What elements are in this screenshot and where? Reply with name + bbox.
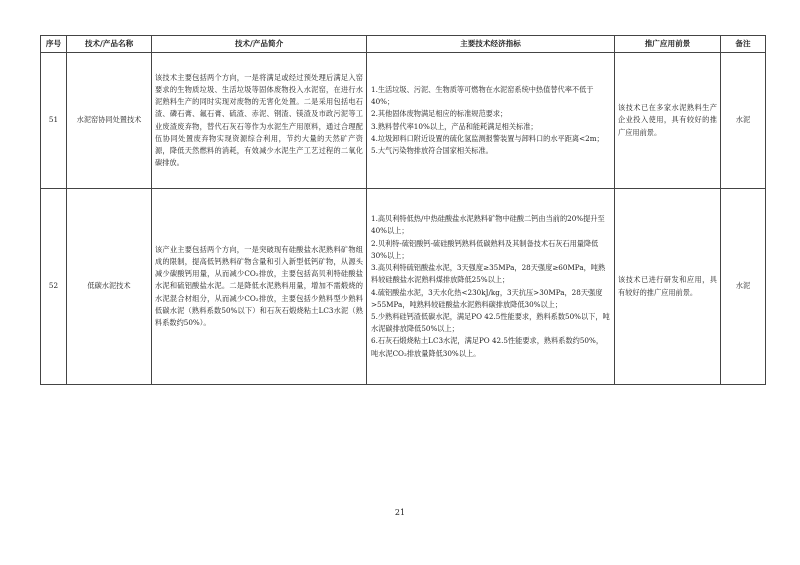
indicator-item: 2.其他固体废物满足相应的标准规范要求；	[371, 109, 508, 119]
indicator-item: 6.石灰石煅烧粘土LC3水泥，满足PO 42.5性能要求，熟料系数约50%，吨水泥CO₂排放量降低30%以上。	[371, 336, 604, 358]
row-serial: 51	[41, 53, 67, 189]
indicator-item: 1.高贝利特低热/中热硅酸盐水泥熟料矿物中硅酸二钙由当前的20%提升至40%以上；	[371, 214, 605, 236]
row-intro: 该技术主要包括两个方向，一是将满足或经过预处理后满足入窑要求的生物质垃圾、生活垃圾等固体废物投入水泥窑，在进行水泥熟料生产的同时实现对废物的无害化处置。二是采用包括电石渣、磷石膏、氟石膏、硫渣、赤泥、钢渣、镁渣及市政污泥等工业废渣废弃物，替代石灰石等作为水泥生产用原料，通过合理配伍协同处置废弃物实现资源综合利用，节约大量的天然矿产资源，降低天然燃料的消耗，有效减少水泥生产工艺过程的二氧化碳排放。	[152, 53, 367, 189]
row-intro: 该产业主要包括两个方向，一是突破现有硅酸盐水泥熟料矿物组成的限制，提高低钙熟料矿物含量和引入新型低钙矿物，从源头减少碳酸钙用量，从而减少CO₂排放，主要包括高贝利特硅酸盐水泥和硫铝酸盐水泥。二是降低水泥熟料用量，增加不需煅烧的水泥混合材组分，从而减少CO₂排放，主要包括少熟料型少熟料低碳水泥（熟料系数50%以下）和石灰石煅烧粘土LC3水泥（熟料系数约50%）。	[152, 189, 367, 385]
technology-table	[40, 35, 766, 385]
row-remark: 水泥	[721, 189, 766, 385]
row-name: 水泥窑协同处置技术	[67, 53, 152, 189]
row-prospect: 该技术已进行研发和应用，具有较好的推广应用前景。	[615, 189, 721, 385]
row-name: 低碳水泥技术	[67, 189, 152, 385]
header-indicators: 主要技术经济指标	[367, 36, 615, 53]
indicator-item: 5.少熟料硅钙渣低碳水泥，满足PO 42.5性能要求，熟料系数50%以下，吨水泥碳排放降低50%以上；	[371, 311, 610, 334]
indicator-item: 3.高贝利特硫铝酸盐水泥，3天强度≥35MPa，28天强度≥60MPa，吨熟料较硅酸盐水泥熟料煤排放降低25%以上；	[371, 263, 606, 285]
header-name: 技术/产品名称	[67, 36, 152, 53]
indicator-item: 4.垃圾卸料口附近设置的硫化氢监测报警装置与卸料口的水平距离<2m；	[371, 133, 604, 143]
indicator-item: 2.贝利特-硫铝酸钙-硫硅酸钙熟料低碳熟料及其制备技术石灰石用量降低30%以上；	[371, 238, 599, 260]
header-serial: 序号	[41, 36, 67, 53]
row-prospect: 该技术已在多家水泥熟料生产企业投入使用，具有较好的推广应用前景。	[615, 53, 721, 189]
row-indicators	[367, 53, 615, 189]
indicator-item: 4.硫铝酸盐水泥，3天水化热<230kJ/kg，3天抗压>30MPa，28天强度>55MPa，吨熟料较硅酸盐水泥熟料碳排放降低30%以上；	[371, 287, 603, 309]
table-row	[41, 53, 766, 189]
table-row	[41, 189, 766, 385]
indicator-item: 5.大气污染物排放符合国家相关标准。	[371, 145, 493, 155]
header-row	[41, 36, 766, 53]
row-serial: 52	[41, 189, 67, 385]
header-prospect: 推广应用前景	[615, 36, 721, 53]
header-intro: 技术/产品简介	[152, 36, 367, 53]
indicator-item: 3.熟料替代率10%以上，产品和能耗满足相关标准；	[371, 121, 538, 131]
indicator-item: 1.生活垃圾、污泥、生物质等可燃物在水泥窑系统中热值替代率不低于40%；	[371, 84, 594, 107]
page-number: 21	[394, 508, 406, 517]
header-remark: 备注	[721, 36, 766, 53]
row-indicators	[367, 189, 615, 385]
row-remark: 水泥	[721, 53, 766, 189]
